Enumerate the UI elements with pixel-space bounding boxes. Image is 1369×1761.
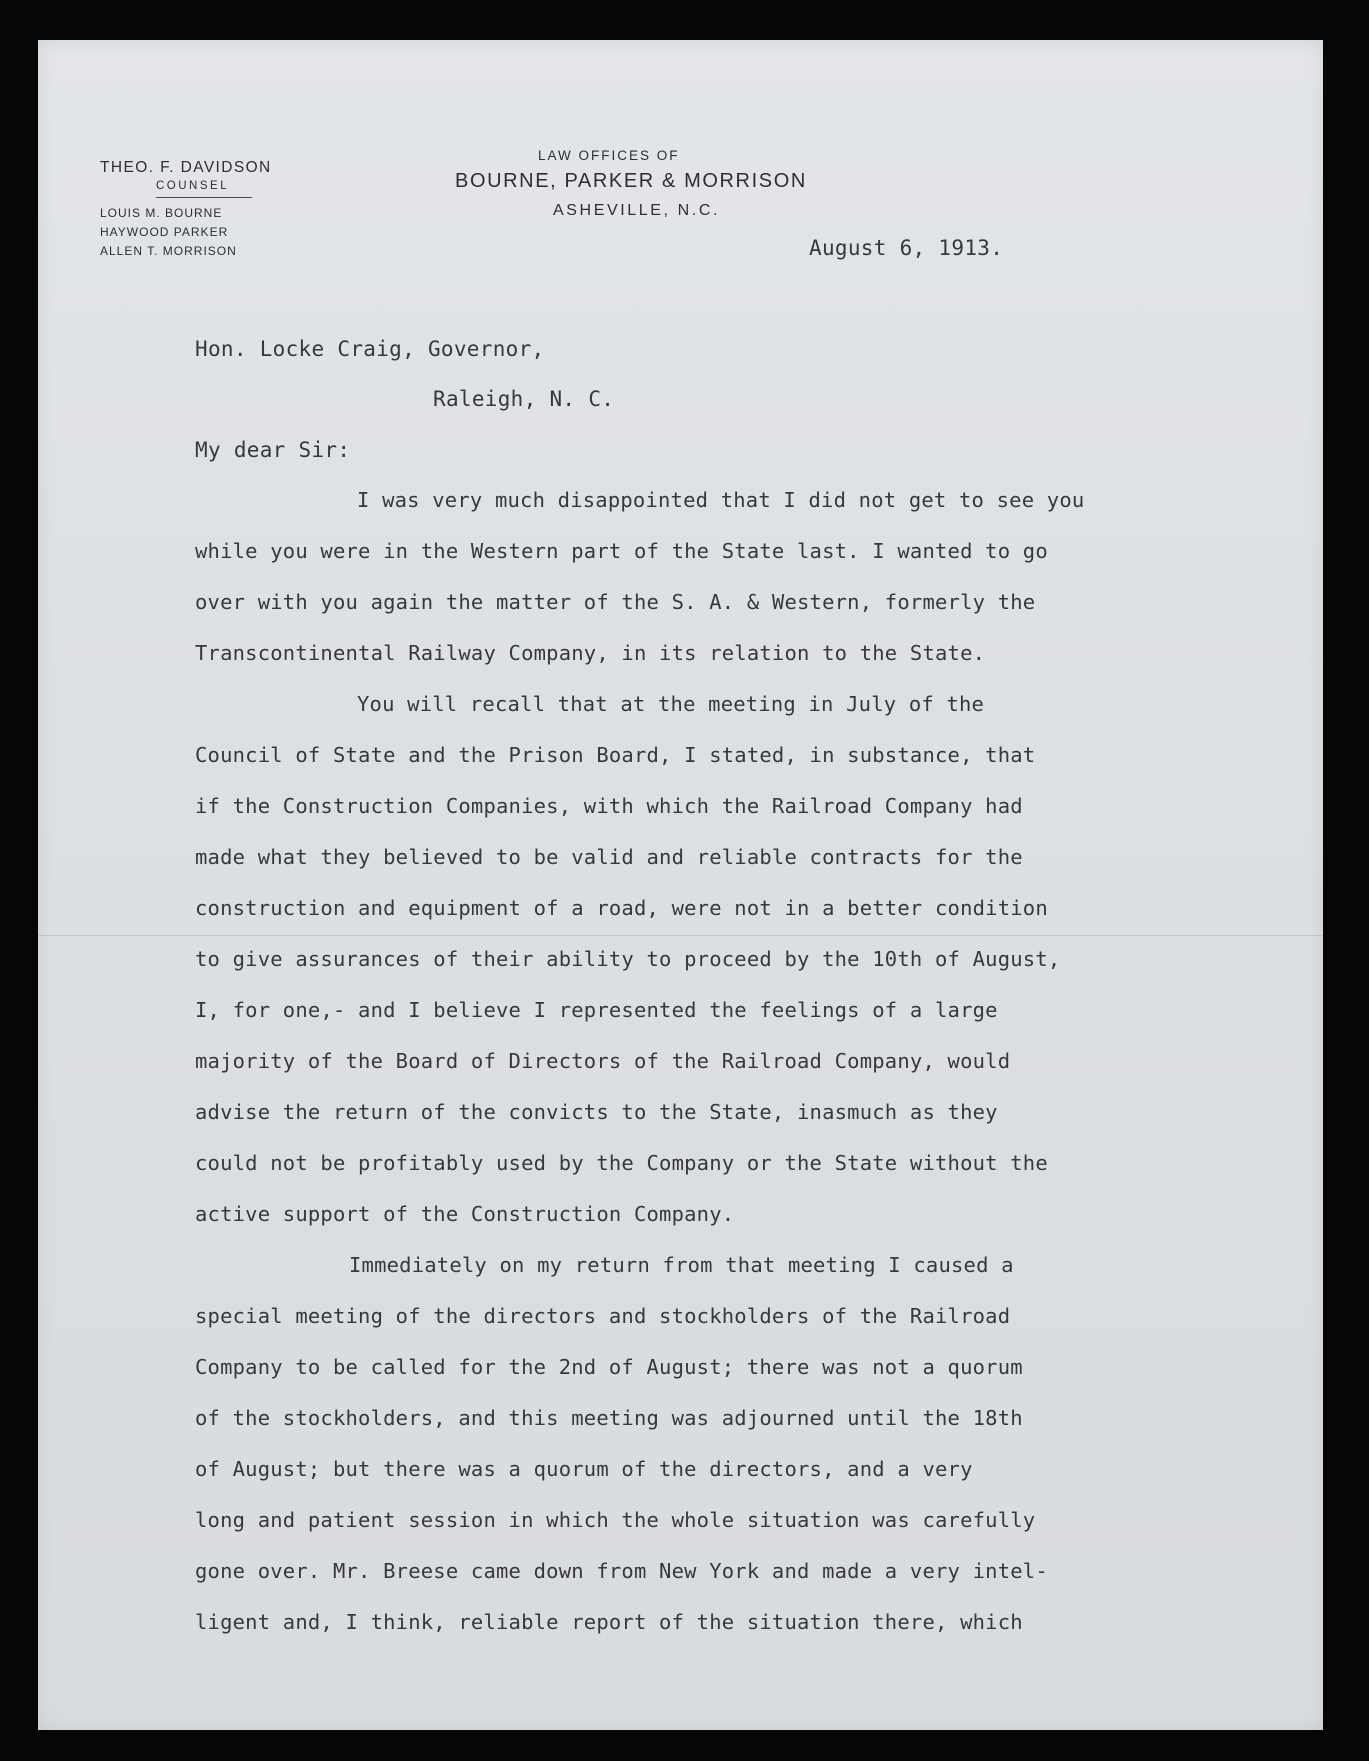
counsel-name: THEO. F. DAVIDSON <box>100 159 272 176</box>
partner-name: HAYWOOD PARKER <box>100 225 229 239</box>
body-line: if the Construction Companies, with which the Railroad Company had <box>195 794 1023 818</box>
letter-page <box>38 40 1323 1730</box>
body-line: could not be profitably used by the Company or the State without the <box>195 1151 1048 1175</box>
body-line: of August; but there was a quorum of the directors, and a very <box>195 1457 973 1481</box>
body-line: I, for one,- and I believe I represented the feelings of a large <box>195 998 998 1022</box>
firm-name: BOURNE, PARKER & MORRISON <box>455 170 807 192</box>
salutation: My dear Sir: <box>195 438 351 462</box>
body-line: active support of the Construction Company. <box>195 1202 735 1226</box>
body-line: advise the return of the convicts to the State, inasmuch as they <box>195 1100 998 1124</box>
recipient-line-2: Raleigh, N. C. <box>433 387 615 411</box>
body-line: to give assurances of their ability to proceed by the 10th of August, <box>195 947 1061 971</box>
body-line: construction and equipment of a road, were not in a better condition <box>195 896 1048 920</box>
body-line: ligent and, I think, reliable report of the situation there, which <box>195 1610 1023 1634</box>
body-line: over with you again the matter of the S. A. & Western, formerly the <box>195 590 1036 614</box>
body-line: special meeting of the directors and stockholders of the Railroad <box>195 1304 1011 1328</box>
counsel-title: COUNSEL <box>156 178 252 198</box>
body-line: gone over. Mr. Breese came down from New York and made a very intel- <box>195 1559 1048 1583</box>
firm-label: LAW OFFICES OF <box>538 148 680 163</box>
body-line: Transcontinental Railway Company, in its relation to the State. <box>195 641 986 665</box>
body-line: long and patient session in which the whole situation was carefully <box>195 1508 1036 1532</box>
paper-fold-line <box>38 935 1323 936</box>
recipient-line-1: Hon. Locke Craig, Governor, <box>195 337 545 361</box>
firm-city: ASHEVILLE, N.C. <box>553 202 721 219</box>
body-line: majority of the Board of Directors of the Railroad Company, would <box>195 1049 1011 1073</box>
body-line: Company to be called for the 2nd of August; there was not a quorum <box>195 1355 1023 1379</box>
body-line: Immediately on my return from that meeting I caused a <box>349 1253 1014 1277</box>
body-line: I was very much disappointed that I did not get to see you <box>357 488 1085 512</box>
counsel-block <box>100 158 310 261</box>
body-line: while you were in the Western part of the State last. I wanted to go <box>195 539 1048 563</box>
body-line: of the stockholders, and this meeting was adjourned until the 18th <box>195 1406 1023 1430</box>
partner-name: LOUIS M. BOURNE <box>100 206 223 220</box>
partner-name: ALLEN T. MORRISON <box>100 244 237 258</box>
body-line: made what they believed to be valid and reliable contracts for the <box>195 845 1023 869</box>
body-line: Council of State and the Prison Board, I stated, in substance, that <box>195 743 1036 767</box>
body-line: You will recall that at the meeting in July of the <box>357 692 985 716</box>
letter-date: August 6, 1913. <box>809 236 1004 260</box>
